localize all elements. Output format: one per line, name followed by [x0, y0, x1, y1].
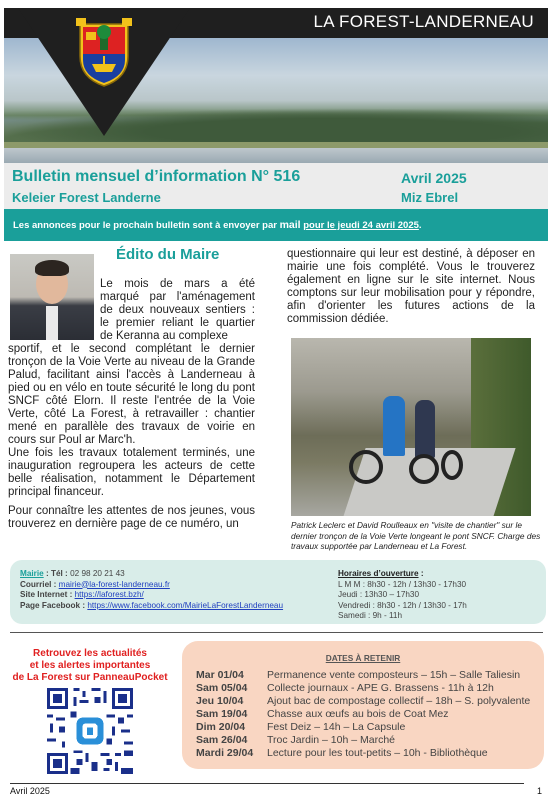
- edito-paragraph-1-continued: sportif, et le second complétant le dernier tronçon de la Voie Verte au niveau de la Grande Palud, facilitant ainsi l'accès à Landerneau à pied ou en vélo en toute sécurité le long du pont SNCF côté Elorn. Il reste l'entrée de la Voie Verte, côté La Forest, à retravailler : chantier mené en parallèle des travaux de voirie en cours sur Poul ar Marc'h.: [8, 343, 255, 446]
- edito-title: Édito du Maire: [116, 246, 220, 263]
- event-row: [196, 695, 530, 707]
- tel-label: : Tél :: [43, 569, 71, 578]
- edito-body: [8, 278, 255, 531]
- photo-person-2: [415, 400, 435, 458]
- website-link[interactable]: https://laforest.bzh/: [74, 590, 144, 599]
- event-row: [196, 734, 395, 746]
- phone-number: 02 98 20 21 43: [70, 569, 125, 578]
- page-number: 1: [537, 786, 543, 796]
- notice-mail-link[interactable]: mail: [279, 219, 301, 231]
- coat-of-arms-icon: [74, 16, 134, 88]
- contact-details: [20, 569, 283, 611]
- hours-line: Jeudi : 13h30 – 17h30: [338, 590, 420, 599]
- event-date: Mardi 29/04: [196, 747, 254, 759]
- hours-line: Vendredi : 8h30 - 12h / 13h30 - 17h: [338, 600, 467, 610]
- qr-code-icon[interactable]: [47, 688, 133, 774]
- pp-line-1: Retrouvez les actualités: [33, 648, 147, 659]
- photo-bike-wheel-3: [441, 450, 463, 480]
- contact-box: [10, 560, 546, 624]
- edito-paragraph-2: Une fois les travaux totalement terminés, une inauguration regroupera les acteurs de cette belle réalisation, notamment le Département principal financeur.: [8, 447, 255, 498]
- submission-notice: [4, 209, 548, 241]
- notice-prefix: Les annonces pour le prochain bulletin sont à envoyer par: [13, 220, 280, 231]
- photo-person-1: [383, 396, 405, 456]
- event-row: [196, 669, 520, 681]
- website-label: Site Internet :: [20, 590, 75, 599]
- panneaupocket-promo: [10, 648, 170, 684]
- event-date: Mar 01/04: [196, 669, 244, 681]
- event-text: Troc Jardin – 10h – Marché: [267, 734, 396, 746]
- pp-line-2: et les alertes importantes: [29, 660, 151, 671]
- opening-hours: [338, 569, 467, 622]
- opening-hours-title: Horaires d’ouverture: [338, 569, 419, 578]
- mairie-label: Mairie: [20, 569, 44, 578]
- section-divider: [10, 632, 543, 633]
- voie-verte-photo: [291, 338, 531, 516]
- bulletin-title: Bulletin mensuel d’information N° 516: [12, 168, 301, 185]
- header-banner: [4, 8, 548, 163]
- dates-title: DATES À RETENIR: [325, 653, 401, 663]
- event-date: Sam 19/04: [196, 708, 248, 720]
- notice-suffix: .: [418, 220, 422, 231]
- footer-rule: [10, 783, 524, 784]
- dates-panel: [182, 641, 544, 769]
- event-text: Lecture pour les tout-petits – 10h - Bibliothèque: [267, 747, 488, 759]
- bulletin-subtitle: Keleier Forest Landerne: [12, 190, 161, 205]
- event-text: Permanence vente composteurs – 15h – Salle Taliesin: [267, 669, 521, 681]
- event-date: Jeu 10/04: [196, 695, 244, 707]
- event-text: Ajout bac de compostage collectif – 18h – S. polyvalente: [267, 695, 531, 707]
- event-row: [196, 682, 494, 694]
- hours-line: Samedi : 9h - 11h: [338, 611, 403, 620]
- event-text: Chasse aux œufs au bois de Coat Mez: [267, 708, 449, 720]
- edito-paragraph-3: Pour connaître les attentes de nos jeunes, vous trouverez en dernière page de ce numéro, un: [8, 505, 255, 530]
- facebook-label: Page Facebook :: [20, 600, 88, 610]
- event-date: Sam 05/04: [196, 682, 248, 694]
- event-date: Dim 20/04: [196, 721, 246, 733]
- event-row: [196, 721, 405, 733]
- bulletin-title-bar: [4, 163, 548, 209]
- photo-caption: Patrick Leclerc et David Roulleaux en "visite de chantier" sur le dernier tronçon de la Voie Verte longeant le pont SNCF. Charge des travaux supportée par Landerneau et La Forest.: [291, 520, 541, 551]
- edito-column-2: questionnaire qui leur est destiné, à déposer en mairie une fois complété. Vous le trouverez également en ligne sur le site internet. Nous comptons sur leur mobilisation pour y répondre, afin d'orienter les futures actions de la commission dédiée.: [287, 248, 535, 325]
- shoreline: [4, 142, 548, 148]
- footer-date: Avril 2025: [10, 786, 50, 796]
- issue-date-breton: Miz Ebrel: [401, 190, 459, 205]
- event-row: [196, 747, 488, 759]
- email-link[interactable]: mairie@la-forest-landerneau.fr: [58, 579, 170, 589]
- event-text: Fest Deiz – 14h – La Capsule: [267, 721, 406, 733]
- site-title: LA FOREST-LANDERNEAU: [313, 12, 534, 31]
- edito-paragraph-1: Le mois de mars a été marqué par l'aménagement de deux nouveaux sentiers : le premier reliant le quartier de Keranna au complexe: [100, 278, 255, 342]
- opening-hours-colon: :: [418, 569, 424, 578]
- event-date: Sam 26/04: [196, 734, 248, 746]
- pp-line-3: de La Forest sur PanneauPocket: [12, 672, 168, 683]
- notice-deadline: pour le jeudi 24 avril 2025: [303, 220, 419, 231]
- hours-line: L M M : 8h30 - 12h / 13h30 - 17h30: [338, 579, 467, 589]
- email-label: Courriel :: [20, 579, 59, 589]
- event-text: Collecte journaux - APE G. Brassens - 11h à 12h: [267, 682, 494, 694]
- photo-bike-wheel-1: [349, 450, 383, 484]
- event-row: [196, 708, 449, 720]
- photo-bike-wheel-2: [409, 454, 439, 484]
- facebook-link[interactable]: https://www.facebook.com/MairieLaForestLanderneau: [87, 600, 284, 610]
- portrait-hair: [35, 260, 69, 276]
- issue-date: Avril 2025: [401, 170, 467, 186]
